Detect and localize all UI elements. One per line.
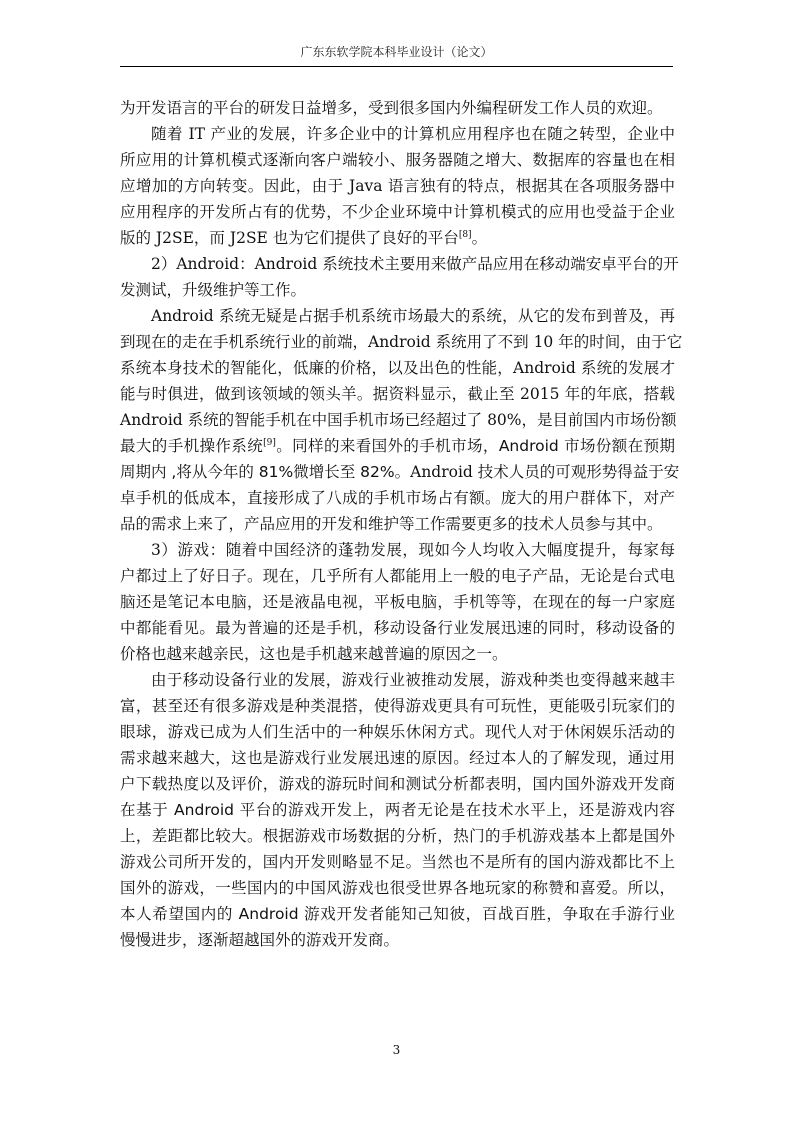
text-line [120, 927, 675, 953]
text-segment: Android 系统的智能手机在中国手机市场已经超过了 80%，是目前国内市场份额 [120, 411, 677, 429]
text-segment: 到现在的走在手机系统行业的前端，Android 系统用了不到 10 年的时间，由于它 [120, 333, 683, 351]
text-line [120, 875, 675, 901]
text-segment: 应用程序的开发所占有的优势，不少企业环境中计算机模式的应用也受益于企业 [120, 203, 675, 221]
text-segment: Android 市场份额在预期 [498, 437, 675, 455]
text-segment: 国外的游戏，一些国内的中国风游戏也很受世界各地玩家的称赞和喜爱。所以， [120, 879, 675, 897]
text-segment: Android 系统无疑是占据手机系统市场最大的系统，从它的发布到普及，再 [151, 307, 675, 325]
text-segment: Android 技术人员的可观形势得益于安 [410, 463, 680, 481]
text-segment: 需求越来越大，这也是游戏行业发展迅速的原因。经过本人的了解发现，通过用 [120, 749, 675, 767]
text-segment: 版的 J2SE，而 J2SE 也为它们提供了良好的平台 [120, 229, 459, 247]
text-line [120, 459, 680, 485]
text-line [120, 485, 675, 511]
text-segment: 卓手机的低成本，直接形成了八成的手机市场占有额。庞大的用户群体下，对产 [120, 489, 675, 507]
text-line [120, 901, 675, 927]
text-segment: 品的需求上来了，产品应用的开发和维护等工作需要更多的技术人员参与其中。 [120, 515, 663, 533]
paragraph [120, 121, 675, 251]
page-number: 3 [392, 1043, 401, 1057]
text-segment: 发测试，升级维护等工作。 [120, 281, 307, 299]
text-line [120, 199, 675, 225]
text-segment: 随着 IT 产业的发展，许多企业中的计算机应用程序也在随之转型，企业中 [151, 125, 675, 143]
text-line [120, 121, 675, 147]
text-segment: 周期内 ,将从今年的 81%微增长至 82%。 [120, 463, 411, 481]
text-segment: 户下载热度以及评价，游戏的游玩时间和测试分析都表明，国内国外游戏开发商 [120, 775, 675, 793]
text-segment: 2）Android：Android 系统技术主要用来做产品应用在移动端安卓平台的开 [151, 255, 679, 273]
citation-marker: [9] [263, 437, 276, 448]
header-divider [120, 66, 673, 67]
text-line [120, 615, 675, 641]
text-line [120, 173, 675, 199]
text-segment: 平台的游戏开发上，两者无论是在技术水平上，还是游戏内容 [233, 801, 675, 819]
text-segment: 。 [471, 229, 488, 247]
text-segment: 游戏公司所开发的，国内开发则略显不足。当然也不是所有的国内游戏都比不上 [120, 853, 675, 871]
text-segment: 在基于 [120, 801, 175, 819]
text-line [120, 147, 675, 173]
text-line [120, 771, 675, 797]
paragraph [120, 95, 675, 121]
text-line [120, 849, 675, 875]
text-segment: 最大的手机操作系统 [120, 437, 264, 455]
running-header: 广东东软学院本科毕业设计（论文） [300, 45, 493, 59]
text-line [120, 329, 683, 355]
text-line [120, 381, 675, 407]
text-segment: 所应用的计算机模式逐渐向客户端较小、服务器随之增大、数据库的容量也在相 [120, 151, 675, 169]
text-line [120, 589, 675, 615]
text-segment: 3）游戏：随着中国经济的蓬勃发展，现如今人均收入大幅度提升，每家每 [151, 541, 675, 559]
text-segment: 系统本身技术的智能化，低廉的价格，以及出色的性能，Android 系统的发展才 [120, 359, 675, 377]
text-segment: 。同样的来看国外的手机市场， [275, 437, 499, 455]
paragraph [120, 537, 675, 667]
text-segment: 能与时俱进，做到该领域的领头羊。据资料显示，截止至 2015 年的年底，搭载 [120, 385, 675, 403]
text-segment: 本人希望国内的 [120, 905, 239, 923]
text-line [120, 277, 675, 303]
text-segment: 脑还是笔记本电脑，还是液晶电视，平板电脑，手机等等，在现在的每一户家庭 [120, 593, 675, 611]
text-segment: 由于移动设备行业的发展，游戏行业被推动发展，游戏种类也变得越来越丰 [151, 671, 675, 689]
text-segment: 慢慢进步，逐渐超越国外的游戏开发商。 [120, 931, 400, 949]
text-line [120, 823, 675, 849]
text-segment: Android [174, 801, 234, 819]
text-line [120, 745, 675, 771]
text-segment: 户都过上了好日子。现在，几乎所有人都能用上一般的电子产品，无论是台式电 [120, 567, 675, 585]
text-line [120, 719, 675, 745]
text-line [120, 641, 675, 667]
text-segment: 价格也越来越亲民，这也是手机越来越普遍的原因之一。 [120, 645, 508, 663]
text-segment: 中都能看见。最为普遍的还是手机，移动设备行业发展迅速的同时，移动设备的 [120, 619, 675, 637]
text-segment: 为开发语言的平台的研发日益增多，受到很多国内外编程研发工作人员的欢迎。 [120, 99, 663, 117]
text-line [120, 303, 675, 329]
text-line [120, 355, 675, 381]
text-line [120, 667, 675, 693]
text-line [120, 693, 675, 719]
text-segment: 游戏开发者能知己知彼，百战百胜，争取在手游行业 [298, 905, 675, 923]
paragraph [120, 667, 675, 953]
citation-marker: [8] [458, 229, 472, 240]
paragraph [120, 303, 683, 537]
text-segment: 应增加的方向转变。因此，由于 Java 语言独有的特点，根据其在各项服务器中 [120, 177, 675, 195]
text-line [120, 563, 675, 589]
text-segment: 上，差距都比较大。根据游戏市场数据的分析，热门的手机游戏基本上都是国外 [120, 827, 675, 845]
text-line [120, 797, 675, 823]
text-segment: Android [238, 905, 299, 923]
text-line [120, 407, 675, 433]
text-segment: 眼球，游戏已成为人们生活中的一种娱乐休闲方式。现代人对于休闲娱乐活动的 [120, 723, 675, 741]
text-line [120, 433, 675, 459]
text-segment: 富，甚至还有很多游戏是种类混搭，使得游戏更具有可玩性，更能吸引玩家们的 [120, 697, 675, 715]
paragraph [120, 251, 679, 303]
text-line [120, 251, 679, 277]
text-line [120, 537, 675, 563]
text-line [120, 511, 675, 537]
body-text [120, 95, 683, 953]
text-line [120, 225, 675, 251]
text-line [120, 95, 675, 121]
